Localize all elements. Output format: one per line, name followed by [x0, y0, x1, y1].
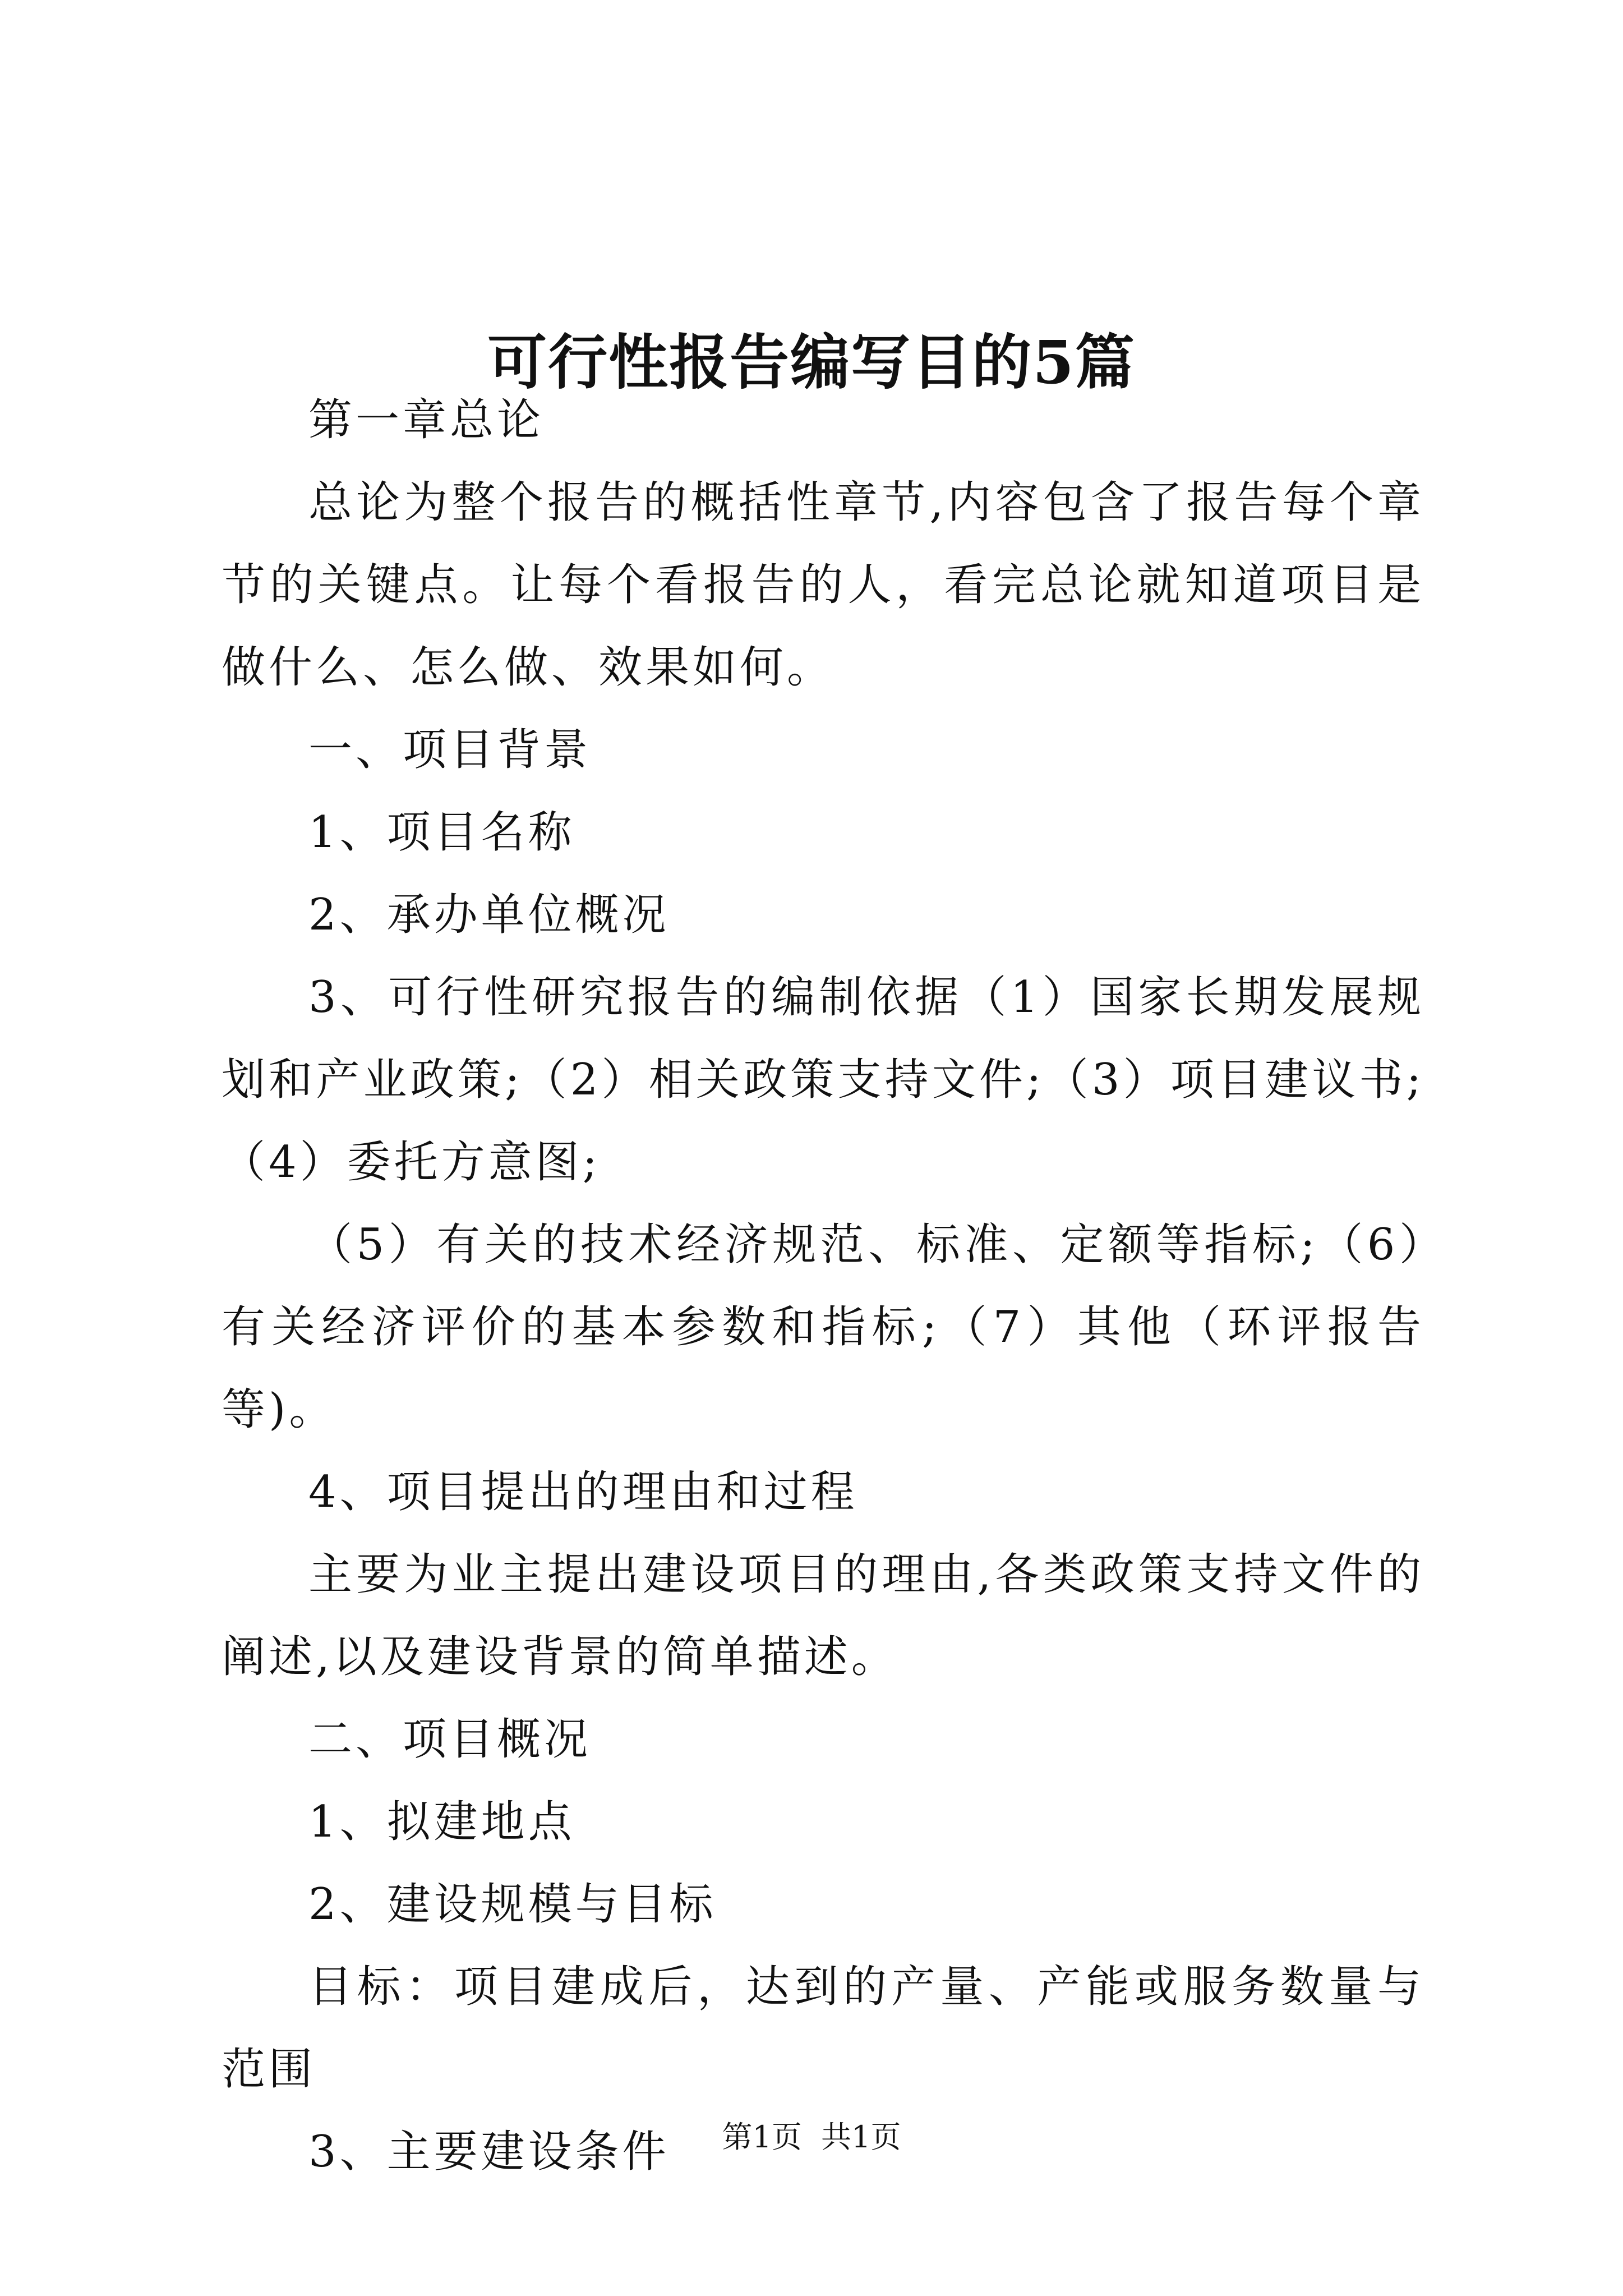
document-body — [222, 379, 1424, 2193]
paragraph-project-name: 1、项目名称 — [308, 807, 575, 858]
paragraph-overview-intro: 总论为整个报告的概括性章节,内容包含了报告每个章节的关键点。让每个看报告的人，看完总论就知道项目是做什么、怎么做、效果如何。 — [222, 477, 1424, 693]
paragraph-goals-description: 目标：项目建成后，达到的产量、产能或服务数量与范围 — [222, 1962, 1424, 2095]
page-number-footer: 第1页 共1页 — [722, 2119, 901, 2155]
document-title: 可行性报告编写目的5篇 — [487, 327, 1136, 398]
paragraph-scale-goals: 2、建设规模与目标 — [308, 1879, 717, 1930]
paragraph-main-conditions: 3、主要建设条件 — [308, 2127, 670, 2177]
paragraph-compilation-basis-continued: （5）有关的技术经济规范、标准、定额等指标;（6）有关经济评价的基本参数和指标;（7）其他（环评报告等)。 — [222, 1220, 1424, 1435]
paragraph-compilation-basis: 3、可行性研究报告的编制依据（1）国家长期发展规划和产业政策;（2）相关政策支持文件;（3）项目建议书;（4）委托方意图; — [222, 972, 1424, 1188]
paragraph-reasons-process: 4、项目提出的理由和过程 — [308, 1467, 858, 1517]
paragraph-section-background: 一、项目背景 — [308, 725, 592, 775]
paragraph-chapter-heading: 第一章总论 — [308, 395, 545, 445]
paragraph-organizer-overview: 2、承办单位概况 — [308, 890, 670, 940]
paragraph-section-project-overview: 二、项目概况 — [308, 1714, 592, 1765]
paragraph-reasons-description: 主要为业主提出建设项目的理由,各类政策支持文件的阐述,以及建设背景的简单描述。 — [222, 1549, 1424, 1682]
paragraph-site-location: 1、拟建地点 — [308, 1797, 575, 1847]
